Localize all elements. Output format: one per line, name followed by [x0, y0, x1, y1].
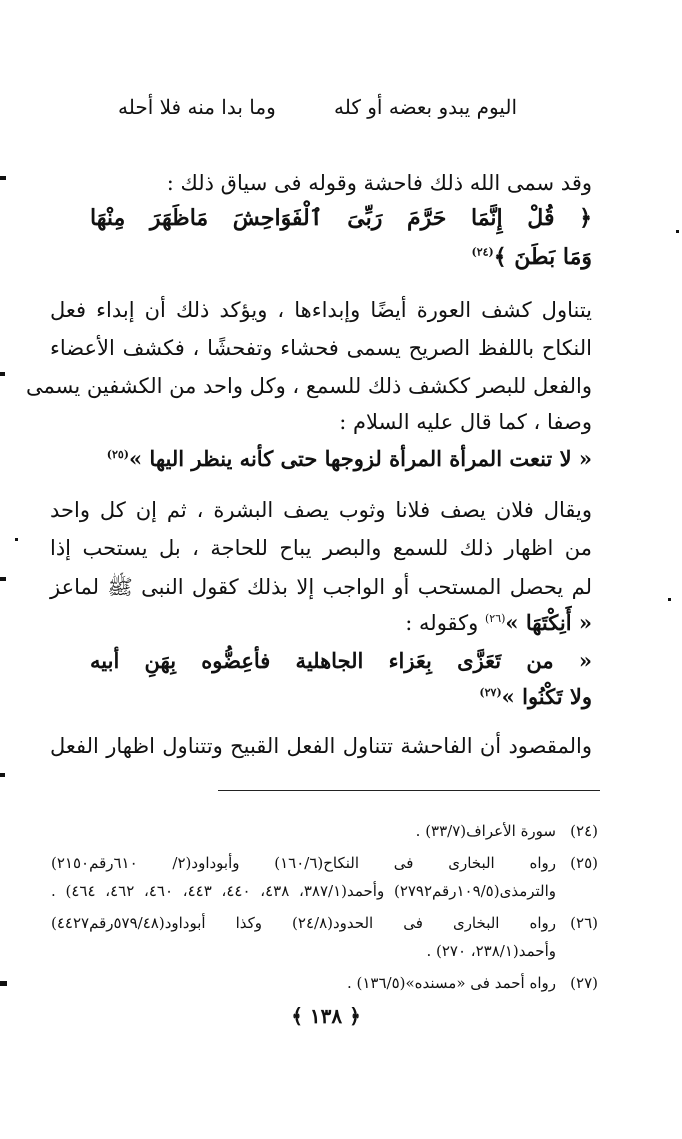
footnote-ref: (٢٧): [479, 686, 502, 699]
paragraph-line: والفعل للبصر ككشف ذلك للسمع ، وكل واحد من الكشفين يسمى: [26, 374, 592, 398]
quran-verse-line2: [471, 244, 592, 270]
footnote-text: رواه البخارى فى الحدود(٢٤/٨) وكذا أبوداود(٥٧٩/٤٨رقم٤٤٢٧): [51, 914, 556, 932]
edge-mark: [668, 598, 671, 601]
intro-line: وقد سمى الله ذلك فاحشة وقوله فى سياق ذلك :: [166, 171, 592, 195]
edge-mark: [0, 773, 5, 777]
footnote-text: رواه البخارى فى النكاح(١٦٠/٦) وأبوداود(٢/ ٦١٠رقم٢١٥٠): [51, 854, 556, 872]
edge-mark: [0, 176, 6, 180]
edge-mark: [0, 577, 6, 581]
paragraph-line: والمقصود أن الفاحشة تتناول الفعل القبيح وتتناول اظهار الفعل: [50, 734, 592, 758]
poem-right-half: اليوم يبدو بعضه أو كله: [334, 95, 517, 119]
footnote-number: (٢٧): [570, 974, 598, 992]
paragraph-line: ويقال فلان يصف فلانا وثوب يصف البشرة ، ثم إن كل واحد: [50, 498, 592, 522]
footnote-text: سورة الأعراف(٣٣/٧) .: [415, 822, 556, 840]
paragraph-line: النكاح باللفظ الصريح يسمى فحشاء وتفحشًا ، فكشف الأعضاء: [50, 336, 592, 360]
edge-mark: [0, 372, 5, 376]
paragraph-line: من اظهار ذلك للسمع والبصر يباح للحاجة ، بل يستحب إذا: [50, 536, 592, 560]
paragraph-line: يتناول كشف العورة أيضًا وإبداءها ، ويؤكد ذلك أن إبداء فعل: [50, 298, 592, 322]
poem-left-half: وما بدا منه فلا أحله: [118, 95, 276, 119]
hadith-text: ولا تَكْنُوا »: [501, 684, 592, 709]
paragraph-line: [405, 610, 592, 635]
footnote-text: وأحمد(٢٣٨/١، ٢٧٠) .: [426, 942, 556, 960]
paragraph-line: لم يحصل المستحب أو الواجب إلا بذلك كقول النبى ﷺ لماعز: [50, 575, 592, 599]
hadith-quote-line2: [479, 684, 592, 709]
hadith-inline: « أَنِكْتَهَا »: [505, 610, 592, 635]
footnote-divider: [218, 790, 600, 791]
quran-verse-line1: ﴿ قُلْ إِنَّمَا حَرَّمَ رَبِّىَ ٱلْفَوَاحِشَ مَاظَهَرَ مِنْهَا: [90, 205, 592, 231]
paragraph-text: وكقوله :: [405, 611, 479, 635]
footnote-number: (٢٦): [570, 914, 598, 932]
footnote-ref: (٢٦): [485, 612, 506, 625]
footnote-ref: (٢٤): [471, 245, 494, 259]
edge-mark: [15, 538, 18, 541]
footnote-number: (٢٤): [570, 822, 598, 840]
footnote-number: (٢٥): [570, 854, 598, 872]
footnote-ref: (٢٥): [106, 448, 129, 461]
footnote-text: رواه أحمد فى «مسنده»(١٣٦/٥) .: [346, 974, 556, 992]
quran-verse-text: وَمَا بَطَنَ ﴾: [493, 244, 592, 270]
page-number: ﴿ ١٣٨ ﴾: [291, 1004, 361, 1028]
footnote-text: والترمذى(١٠٩/٥رقم٢٧٩٢) وأحمد(٣٨٧/١، ٤٣٨، ٤٤٠، ٤٤٣، ٤٦٠، ٤٦٢، ٤٦٤) .: [51, 882, 557, 900]
hadith-text: « لا تنعت المرأة المرأة لزوجها حتى كأنه ينظر اليها »: [128, 446, 592, 471]
edge-mark: [0, 981, 7, 986]
paragraph-line: وصفا ، كما قال عليه السلام :: [339, 410, 592, 434]
hadith-quote-line1: « من تَعَزَّى بِعَزاء الجاهلية فأعِضُّوه بِهَنِ أبيه: [90, 648, 592, 673]
edge-mark: [676, 230, 679, 233]
hadith-quote: [107, 446, 592, 471]
